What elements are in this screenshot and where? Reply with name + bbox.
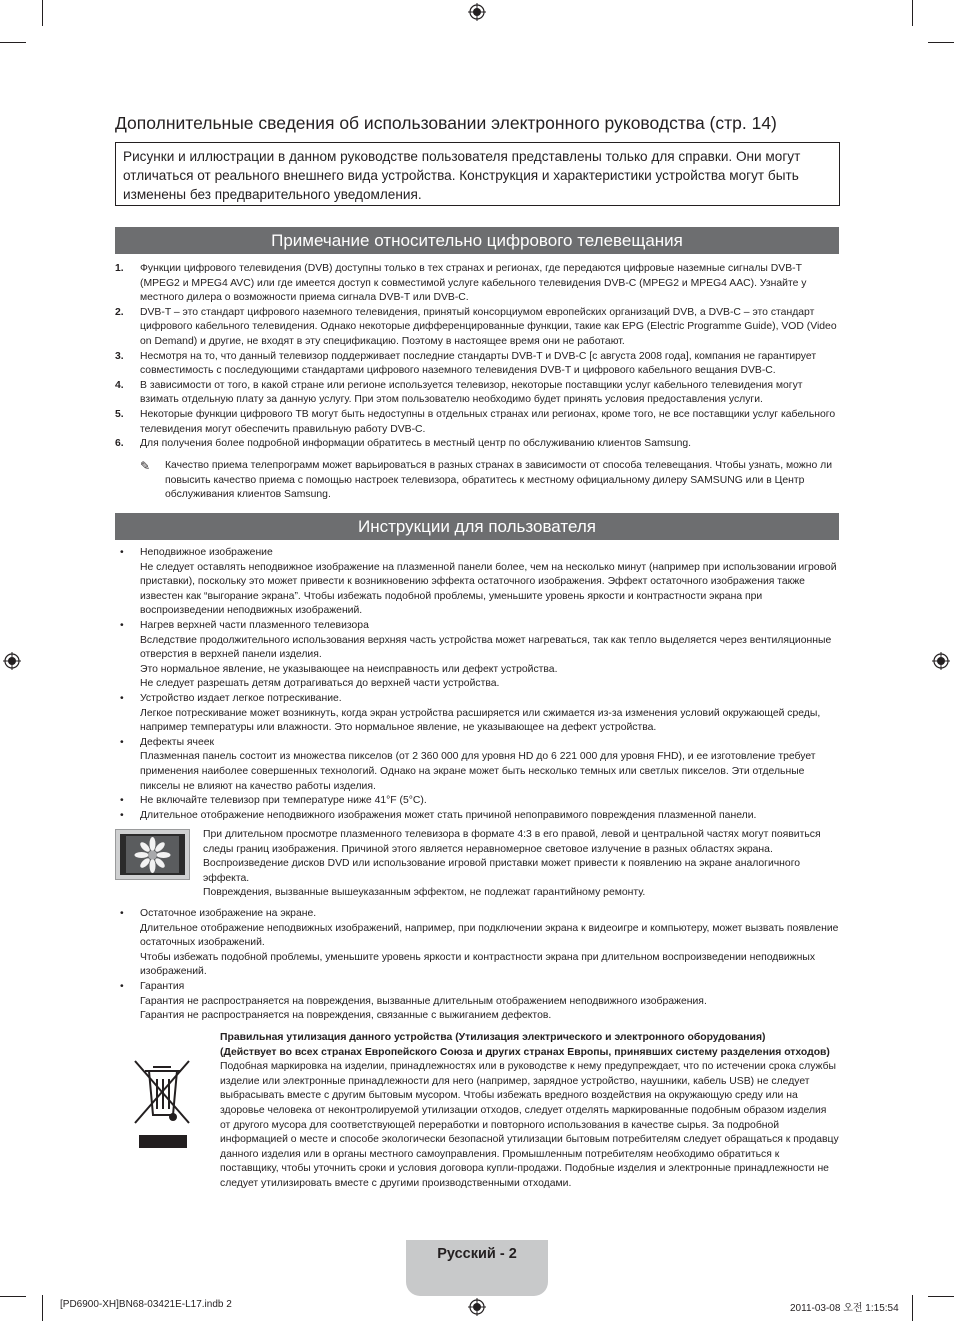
- page-number-label: Русский - 2: [437, 1246, 517, 1262]
- crop-mark: [42, 1295, 43, 1321]
- registration-mark-icon: [468, 1298, 486, 1316]
- bullet-icon: •: [120, 619, 124, 631]
- print-slug-file: [PD6900-XH]BN68-03421E-L17.indb 2: [60, 1299, 232, 1310]
- crop-mark: [912, 0, 913, 26]
- item-text: Длительное отображение неподвижных изображений, например, при подключении экрана к видеоигре и компьютеру, может вызвать появление остаточных изображений.: [140, 922, 839, 949]
- registration-mark-icon: [932, 652, 950, 670]
- list-item: [115, 980, 839, 1024]
- item-number: 2.: [115, 306, 124, 318]
- item-heading: Гарантия: [140, 980, 185, 992]
- pencil-note-icon: ✎: [140, 459, 151, 473]
- item-heading: Не включайте телевизор при температуре ниже 41°F (5°C).: [140, 795, 427, 807]
- bullet-icon: •: [120, 980, 124, 992]
- item-number: 5.: [115, 408, 124, 420]
- item-heading: Устройство издает легкое потрескивание.: [140, 692, 342, 704]
- bullet-icon: •: [120, 547, 124, 558]
- item-text: Плазменная панель состоит из множества пикселов (от 2 360 000 для уровня HD до 6 221 000 для уровня FHD), и ее изготовление требует применения наиболее совершенных технологий. Однако на экране может быть несколько темных или светлых пикселов. Эти отдельные пикселы не влияют на качество работы изделия.: [140, 751, 816, 792]
- item-text: Функции цифрового телевидения (DVB) доступны только в тех странах и регионах, где передаются цифровые наземные сигналы DVB-T (MPEG2 и MPEG4 AVC) или где имеется доступ к совместимой услуге кабельного телевидения DVB-C (MPEG2 и MPEG4 AAC). Узнайте у местного дилера о возможности приема сигнала DVB-T или DVB-C.: [140, 263, 807, 304]
- item-heading: Остаточное изображение на экране.: [140, 908, 317, 919]
- item-text: Вследствие продолжительного использования верхняя часть устройства может нагреваться, так как тепло выделяется через вентиляционные отверстия в верхней панели изделия.: [140, 634, 832, 661]
- crop-mark: [0, 1296, 26, 1297]
- tv-screen-image: [115, 829, 190, 880]
- weee-subtitle: (Действует во всех странах Европейского Союза и других странах Европы, принявших систему разделения отходов): [220, 1046, 830, 1058]
- page-title: Дополнительные сведения об использовании электронного руководства (стр. 14): [115, 113, 777, 133]
- section-header-digital-broadcast: Примечание относительно цифрового телевещания: [115, 227, 839, 254]
- item-text: Гарантия не распространяется на повреждения, связанные с выжиганием дефектов.: [140, 1010, 552, 1022]
- list-item: [115, 379, 839, 408]
- item-number: 6.: [115, 438, 124, 450]
- crop-mark: [928, 42, 954, 43]
- item-number: 3.: [115, 350, 124, 362]
- list-item: [115, 350, 839, 379]
- item-text: Несмотря на то, что данный телевизор поддерживает последние стандарты DVB-T и DVB-C [с августа 2008 года], компания не гарантирует совместимость с последующими стандартами цифрового наземного телевидения DVB-T и цифрового кабельного вещания DVB-C.: [140, 350, 817, 377]
- list-item: [115, 306, 839, 350]
- list-item: [115, 437, 839, 452]
- item-heading: Дефекты ячеек: [140, 736, 215, 748]
- list-item: [115, 262, 839, 306]
- bullet-list: [115, 907, 839, 1024]
- item-text: Для получения более подробной информации обратитесь в местный центр по обслуживанию клиентов Samsung.: [140, 438, 692, 450]
- list-item: [115, 736, 839, 794]
- registration-mark-icon: [3, 652, 21, 670]
- crop-mark: [928, 1296, 954, 1297]
- list-item: [115, 546, 839, 619]
- item-text: Гарантия не распространяется на повреждения, вызванные длительным отображением неподвижного изображения.: [140, 995, 707, 1007]
- bullet-list: [115, 546, 839, 823]
- weee-disposal-notice: [220, 1031, 839, 1192]
- item-text: Некоторые функции цифрового ТВ могут быть недоступны в отдельных странах или регионах, кроме того, не все поставщики услуг кабельного телевидения могут обеспечить правильную работу DVB-C.: [140, 408, 836, 435]
- registration-mark-icon: [468, 3, 486, 21]
- item-heading: Нагрев верхней части плазменного телевизора: [140, 619, 369, 631]
- crop-mark: [0, 42, 26, 43]
- item-text: Это нормальное явление, не указывающее на неисправность или дефект устройства.: [140, 663, 558, 675]
- list-item: [115, 619, 839, 692]
- item-text: Легкое потрескивание может возникнуть, когда экран устройства расширяется или сжимается из-за изменения условий окружающей среды, например температуры или влажности. Это нормальное явление, не указывающее на дефект устройства.: [140, 707, 821, 734]
- item-text: В зависимости от того, в какой стране или регионе используется телевизор, некоторые поставщики услуг кабельного телевидения могут взимать отдельную плату за данную услугу. При этом пользователю необходимо будет принять условия предоставления услуги.: [140, 379, 803, 406]
- crop-mark: [42, 0, 43, 26]
- bullet-icon: •: [120, 795, 124, 807]
- list-item: [115, 408, 839, 437]
- item-number: 1.: [115, 263, 124, 274]
- bullet-icon: •: [120, 736, 124, 748]
- bullet-icon: •: [120, 692, 124, 704]
- disclaimer-box: Рисунки и иллюстрации в данном руководстве пользователя представлены только для справки. Они могут отличаться от реального внешнего вида устройства. Конструкция и характеристики устройства могут быть изменены без предварительного уведомления.: [115, 142, 840, 206]
- crossed-wheelie-bin-icon: [133, 1057, 191, 1149]
- list-item: [115, 692, 839, 736]
- item-text: Не следует разрешать детям дотрагиваться до верхней части устройства.: [140, 678, 500, 690]
- note-text: Качество приема телепрограмм может варьироваться в разных странах в зависимости от способа телевещания. Чтобы узнать, можно ли повысить качество приема с помощью настроек телевизора, обратитесь к местному официальному дилеру SAMSUNG или в Центр обслуживания клиентов Samsung.: [165, 460, 833, 501]
- bullet-icon: •: [120, 908, 124, 919]
- crop-mark: [912, 1295, 913, 1321]
- item-text: При длительном просмотре плазменного телевизора в формате 4:3 в его правой, левой и центральной частях могут появиться следы границ изображения. Причиной этого является неравномерное световое излучение в разных областях экрана. Воспроизведение дисков DVD или использование игровой приставки может привести к появлению на экране аналогичного эффекта.: [203, 829, 821, 884]
- list-item: [115, 809, 839, 824]
- weee-body: Подобная маркировка на изделии, принадлежностях или в руководстве к нему предупреждает, что по истечении срока службы изделие или электронные принадлежности для него (например, зарядное устройство, наушники, кабель USB) не следует выбрасывать вместе с другим бытовым мусором. Чтобы избежать вредного воздействия на окружающую среду или на здоровье человека от неконтролируемой утилизации отходов, следует отделять маркированные подобным образом изделия от другого мусора для соответствующей переработки и повторного использования в качестве сырья. За подробной информацией о месте и способе экологически безопасной утилизации бытовым потребителям следует обращаться к продавцу данного изделия или в органы местного самоуправления. Промышленным потребителям необходимо обратиться к поставщику, чтобы уточнить сроки и условия договора купли-продажи. Подобные изделия и электронные принадлежности не следует утилизировать вместе с другими производственными отходами.: [220, 1061, 839, 1189]
- print-slug-date: 2011-03-08 오전 1:15:54: [790, 1303, 899, 1314]
- list-item: [115, 907, 839, 980]
- item-heading: Длительное отображение неподвижного изображения может стать причиной непоправимого повреждения плазменной панели.: [140, 809, 757, 821]
- item-text: Не следует оставлять неподвижное изображение на плазменной панели более, чем на несколько минут (например при использовании игровой приставки), поскольку это может привести к возникновению эффекта остаточного изображения. Эффект остаточного изображения также известен как “выгорание экрана”. Чтобы избежать подобной проблемы, уменьшите уровень яркости и контрастности экрана при воспроизведении неподвижных изображений.: [140, 561, 837, 617]
- item-text: DVB-T – это стандарт цифрового наземного телевидения, принятый консорциумом европейских организаций DVB, а DVB-C – это стандарт цифрового кабельного телевидения. Однако некоторые дифференцированные функции, такие как EPG (Electric Programme Guide), VOD (Video on Demand) и другие, не входят в эту спецификацию. Поэтому в настоящее время они не работают.: [140, 306, 837, 347]
- weee-title: Правильная утилизация данного устройства (Утилизация электрического и электронного оборудования): [220, 1032, 766, 1043]
- item-heading: Неподвижное изображение: [140, 547, 273, 558]
- item-number: 4.: [115, 379, 124, 391]
- tv-image-description: [203, 828, 839, 901]
- numbered-list: [115, 262, 839, 452]
- note: [140, 459, 864, 503]
- item-text: Повреждения, вызванные вышеуказанным эффектом, не подлежат гарантийному ремонту.: [203, 887, 646, 899]
- section-header-user-instructions: Инструкции для пользователя: [115, 513, 839, 540]
- bullet-icon: •: [120, 809, 124, 821]
- item-text: Чтобы избежать подобной проблемы, уменьшите уровень яркости и контрастности экрана при длительном воспроизведении неподвижных изображений.: [140, 951, 816, 978]
- list-item: [115, 794, 839, 809]
